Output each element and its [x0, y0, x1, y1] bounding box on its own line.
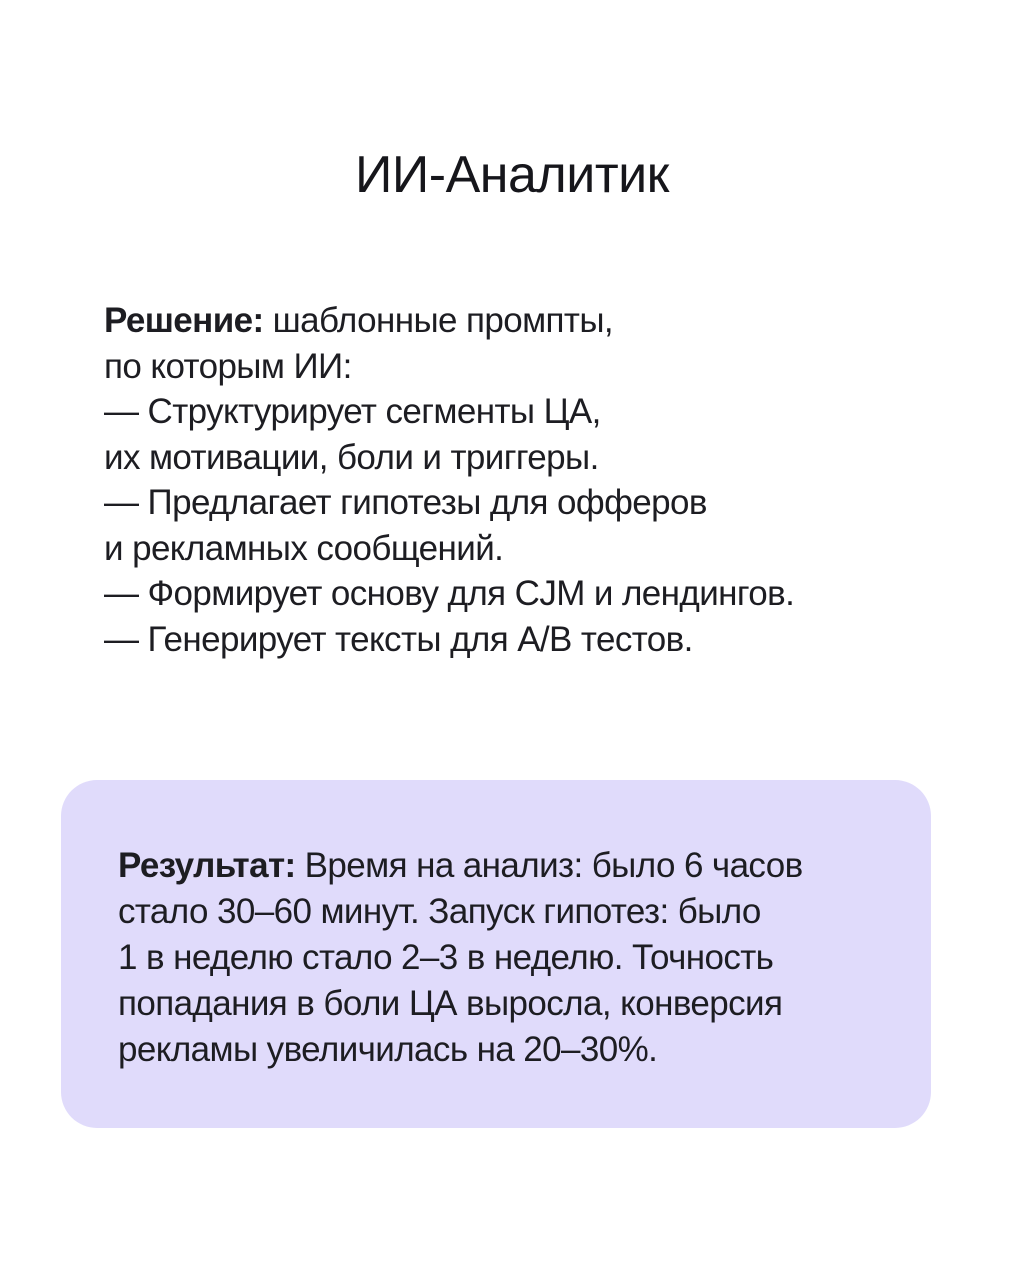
solution-line: — Предлагает гипотезы для офферов [104, 483, 707, 522]
result-intro-text: Время на анализ: было 6 часов [295, 846, 803, 885]
result-line: 1 в неделю стало 2–3 в неделю. Точность [118, 938, 774, 977]
result-line: попадания в боли ЦА выросла, конверсия [118, 984, 783, 1023]
result-section [118, 843, 918, 1073]
result-label: Результат: [118, 846, 296, 885]
solution-line: — Структурирует сегменты ЦА, [104, 392, 601, 431]
result-card [61, 780, 931, 1128]
solution-intro-text: шаблонные промпты, [263, 301, 613, 340]
solution-line: — Генерирует тексты для A/B тестов. [104, 619, 693, 659]
solution-first-line [104, 298, 964, 344]
solution-label: Решение: [104, 301, 264, 340]
result-first-line [118, 843, 918, 889]
result-line: рекламы увеличилась на 20–30%. [118, 1030, 658, 1069]
solution-line: — Формирует основу для CJM и лендингов. [104, 574, 795, 613]
solution-line: их мотивации, боли и триггеры. [104, 437, 599, 477]
page-title: ИИ-Аналитик [355, 145, 669, 204]
solution-line: по которым ИИ: [104, 346, 352, 386]
solution-section [104, 298, 964, 662]
solution-line: и рекламных сообщений. [104, 528, 504, 568]
result-line: стало 30–60 минут. Запуск гипотез: было [118, 892, 761, 931]
